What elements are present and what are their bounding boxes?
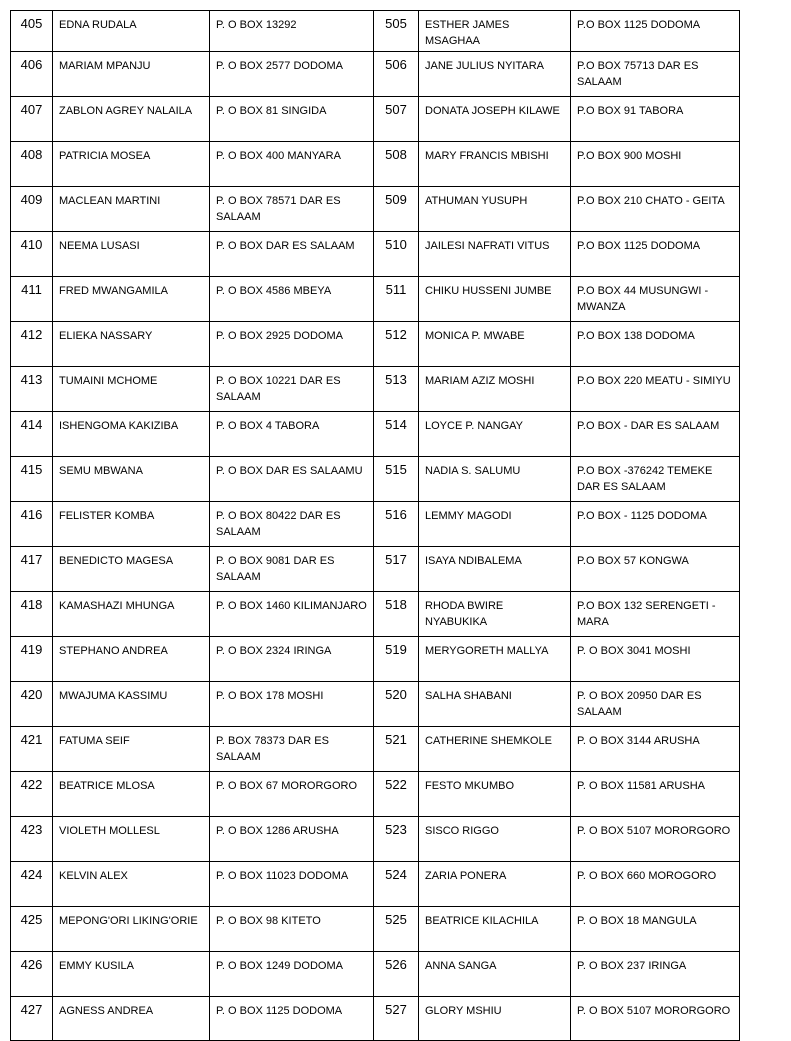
left-entry-name: ELIEKA NASSARY xyxy=(53,322,210,367)
left-entry-number: 415 xyxy=(11,457,53,502)
left-entry-number: 405 xyxy=(11,11,53,52)
left-entry-address: P. O BOX 1460 KILIMANJARO xyxy=(210,592,374,637)
left-entry-address: P. O BOX 178 MOSHI xyxy=(210,682,374,727)
left-entry-address: P. O BOX 98 KITETO xyxy=(210,907,374,952)
left-entry-name: ISHENGOMA KAKIZIBA xyxy=(53,412,210,457)
left-entry-number: 409 xyxy=(11,187,53,232)
right-entry-name: CATHERINE SHEMKOLE xyxy=(419,727,571,772)
left-entry-number: 411 xyxy=(11,277,53,322)
table-row xyxy=(11,232,740,277)
table-row xyxy=(11,97,740,142)
left-entry-name: VIOLETH MOLLESL xyxy=(53,817,210,862)
right-entry-name: RHODA BWIRE NYABUKIKA xyxy=(419,592,571,637)
left-entry-name: MEPONG'ORI LIKING'ORIE xyxy=(53,907,210,952)
left-entry-address: P. O BOX 10221 DAR ES SALAAM xyxy=(210,367,374,412)
right-entry-address: P.O BOX 138 DODOMA xyxy=(571,322,740,367)
right-entry-name: MONICA P. MWABE xyxy=(419,322,571,367)
right-entry-name: LOYCE P. NANGAY xyxy=(419,412,571,457)
right-entry-number: 522 xyxy=(374,772,419,817)
table-row xyxy=(11,727,740,772)
left-entry-number: 419 xyxy=(11,637,53,682)
right-entry-name: MARY FRANCIS MBISHI xyxy=(419,142,571,187)
right-entry-name: LEMMY MAGODI xyxy=(419,502,571,547)
left-entry-number: 416 xyxy=(11,502,53,547)
left-entry-name: FATUMA SEIF xyxy=(53,727,210,772)
table-row xyxy=(11,772,740,817)
left-entry-name: FRED MWANGAMILA xyxy=(53,277,210,322)
right-entry-address: P.O BOX 1125 DODOMA xyxy=(571,232,740,277)
left-entry-number: 410 xyxy=(11,232,53,277)
right-entry-address: P. O BOX 3144 ARUSHA xyxy=(571,727,740,772)
right-entry-name: JAILESI NAFRATI VITUS xyxy=(419,232,571,277)
right-entry-number: 517 xyxy=(374,547,419,592)
left-entry-number: 413 xyxy=(11,367,53,412)
right-entry-number: 507 xyxy=(374,97,419,142)
right-entry-number: 512 xyxy=(374,322,419,367)
left-entry-address: P. O BOX 2324 IRINGA xyxy=(210,637,374,682)
right-entry-number: 520 xyxy=(374,682,419,727)
left-entry-name: BENEDICTO MAGESA xyxy=(53,547,210,592)
left-entry-name: KELVIN ALEX xyxy=(53,862,210,907)
table-row xyxy=(11,817,740,862)
left-entry-number: 417 xyxy=(11,547,53,592)
left-entry-address: P. O BOX 2577 DODOMA xyxy=(210,52,374,97)
right-entry-address: P.O BOX 75713 DAR ES SALAAM xyxy=(571,52,740,97)
left-entry-address: P. O BOX 400 MANYARA xyxy=(210,142,374,187)
left-entry-address: P. O BOX 81 SINGIDA xyxy=(210,97,374,142)
left-entry-address: P. O BOX 2925 DODOMA xyxy=(210,322,374,367)
right-entry-name: SALHA SHABANI xyxy=(419,682,571,727)
table-row xyxy=(11,367,740,412)
right-entry-number: 516 xyxy=(374,502,419,547)
left-entry-number: 422 xyxy=(11,772,53,817)
right-entry-name: SISCO RIGGO xyxy=(419,817,571,862)
right-entry-address: P.O BOX 210 CHATO - GEITA xyxy=(571,187,740,232)
right-entry-address: P.O BOX 91 TABORA xyxy=(571,97,740,142)
right-entry-address: P. O BOX 237 IRINGA xyxy=(571,952,740,997)
right-entry-name: DONATA JOSEPH KILAWE xyxy=(419,97,571,142)
left-entry-address: P. O BOX 67 MORORGORO xyxy=(210,772,374,817)
table-row xyxy=(11,592,740,637)
roster-table xyxy=(10,10,740,1041)
right-entry-number: 527 xyxy=(374,997,419,1041)
right-entry-name: FESTO MKUMBO xyxy=(419,772,571,817)
left-entry-name: ZABLON AGREY NALAILA xyxy=(53,97,210,142)
right-entry-name: MERYGORETH MALLYA xyxy=(419,637,571,682)
left-entry-name: KAMASHAZI MHUNGA xyxy=(53,592,210,637)
left-entry-number: 424 xyxy=(11,862,53,907)
right-entry-name: ZARIA PONERA xyxy=(419,862,571,907)
table-row xyxy=(11,637,740,682)
left-entry-address: P. O BOX 78571 DAR ES SALAAM xyxy=(210,187,374,232)
left-entry-name: MACLEAN MARTINI xyxy=(53,187,210,232)
left-entry-address: P. O BOX 80422 DAR ES SALAAM xyxy=(210,502,374,547)
left-entry-number: 421 xyxy=(11,727,53,772)
table-row xyxy=(11,322,740,367)
right-entry-number: 508 xyxy=(374,142,419,187)
left-entry-number: 406 xyxy=(11,52,53,97)
table-row xyxy=(11,862,740,907)
left-entry-address: P. O BOX DAR ES SALAAM xyxy=(210,232,374,277)
left-entry-number: 407 xyxy=(11,97,53,142)
left-entry-number: 418 xyxy=(11,592,53,637)
right-entry-name: ESTHER JAMES MSAGHAA xyxy=(419,11,571,52)
left-entry-address: P. O BOX 11023 DODOMA xyxy=(210,862,374,907)
right-entry-address: P. O BOX 3041 MOSHI xyxy=(571,637,740,682)
table-row xyxy=(11,142,740,187)
table-row xyxy=(11,457,740,502)
right-entry-number: 526 xyxy=(374,952,419,997)
table-row xyxy=(11,502,740,547)
right-entry-number: 521 xyxy=(374,727,419,772)
left-entry-name: MWAJUMA KASSIMU xyxy=(53,682,210,727)
right-entry-number: 506 xyxy=(374,52,419,97)
right-entry-name: ISAYA NDIBALEMA xyxy=(419,547,571,592)
left-entry-name: STEPHANO ANDREA xyxy=(53,637,210,682)
left-entry-name: AGNESS ANDREA xyxy=(53,997,210,1041)
right-entry-number: 509 xyxy=(374,187,419,232)
right-entry-address: P. O BOX 660 MOROGORO xyxy=(571,862,740,907)
left-entry-address: P. BOX 78373 DAR ES SALAAM xyxy=(210,727,374,772)
table-row xyxy=(11,52,740,97)
right-entry-name: MARIAM AZIZ MOSHI xyxy=(419,367,571,412)
table-row xyxy=(11,952,740,997)
right-entry-address: P.O BOX 57 KONGWA xyxy=(571,547,740,592)
right-entry-address: P.O BOX 900 MOSHI xyxy=(571,142,740,187)
right-entry-address: P. O BOX 18 MANGULA xyxy=(571,907,740,952)
left-entry-name: SEMU MBWANA xyxy=(53,457,210,502)
left-entry-name: EDNA RUDALA xyxy=(53,11,210,52)
right-entry-number: 511 xyxy=(374,277,419,322)
left-entry-number: 425 xyxy=(11,907,53,952)
right-entry-address: P.O BOX 132 SERENGETI - MARA xyxy=(571,592,740,637)
left-entry-name: EMMY KUSILA xyxy=(53,952,210,997)
table-row xyxy=(11,11,740,52)
left-entry-name: NEEMA LUSASI xyxy=(53,232,210,277)
left-entry-address: P. O BOX 4 TABORA xyxy=(210,412,374,457)
right-entry-number: 523 xyxy=(374,817,419,862)
left-entry-name: TUMAINI MCHOME xyxy=(53,367,210,412)
left-entry-address: P. O BOX 9081 DAR ES SALAAM xyxy=(210,547,374,592)
left-entry-address: P. O BOX 1125 DODOMA xyxy=(210,997,374,1041)
left-entry-number: 414 xyxy=(11,412,53,457)
right-entry-number: 525 xyxy=(374,907,419,952)
right-entry-number: 515 xyxy=(374,457,419,502)
left-entry-address: P. O BOX 4586 MBEYA xyxy=(210,277,374,322)
right-entry-address: P.O BOX 44 MUSUNGWI - MWANZA xyxy=(571,277,740,322)
right-entry-number: 513 xyxy=(374,367,419,412)
right-entry-name: ANNA SANGA xyxy=(419,952,571,997)
right-entry-name: GLORY MSHIU xyxy=(419,997,571,1041)
right-entry-number: 518 xyxy=(374,592,419,637)
table-row xyxy=(11,547,740,592)
table-row xyxy=(11,187,740,232)
right-entry-name: ATHUMAN YUSUPH xyxy=(419,187,571,232)
left-entry-number: 412 xyxy=(11,322,53,367)
right-entry-name: NADIA S. SALUMU xyxy=(419,457,571,502)
right-entry-address: P.O BOX -376242 TEMEKE DAR ES SALAAM xyxy=(571,457,740,502)
table-row xyxy=(11,277,740,322)
left-entry-name: MARIAM MPANJU xyxy=(53,52,210,97)
right-entry-address: P.O BOX 220 MEATU - SIMIYU xyxy=(571,367,740,412)
right-entry-address: P. O BOX 20950 DAR ES SALAAM xyxy=(571,682,740,727)
left-entry-address: P. O BOX DAR ES SALAAMU xyxy=(210,457,374,502)
table-row xyxy=(11,412,740,457)
right-entry-number: 505 xyxy=(374,11,419,52)
left-entry-number: 420 xyxy=(11,682,53,727)
left-entry-address: P. O BOX 1249 DODOMA xyxy=(210,952,374,997)
roster-page xyxy=(10,10,739,1041)
left-entry-number: 426 xyxy=(11,952,53,997)
left-entry-name: PATRICIA MOSEA xyxy=(53,142,210,187)
right-entry-name: CHIKU HUSSENI JUMBE xyxy=(419,277,571,322)
right-entry-number: 519 xyxy=(374,637,419,682)
right-entry-address: P.O BOX 1125 DODOMA xyxy=(571,11,740,52)
right-entry-address: P. O BOX 5107 MORORGORO xyxy=(571,817,740,862)
right-entry-name: BEATRICE KILACHILA xyxy=(419,907,571,952)
table-row xyxy=(11,907,740,952)
roster-body xyxy=(11,11,740,1041)
right-entry-address: P.O BOX - 1125 DODOMA xyxy=(571,502,740,547)
left-entry-number: 423 xyxy=(11,817,53,862)
right-entry-address: P.O BOX - DAR ES SALAAM xyxy=(571,412,740,457)
left-entry-number: 427 xyxy=(11,997,53,1041)
left-entry-name: BEATRICE MLOSA xyxy=(53,772,210,817)
left-entry-name: FELISTER KOMBA xyxy=(53,502,210,547)
right-entry-number: 524 xyxy=(374,862,419,907)
left-entry-address: P. O BOX 1286 ARUSHA xyxy=(210,817,374,862)
right-entry-number: 514 xyxy=(374,412,419,457)
right-entry-address: P. O BOX 11581 ARUSHA xyxy=(571,772,740,817)
right-entry-address: P. O BOX 5107 MORORGORO xyxy=(571,997,740,1041)
left-entry-number: 408 xyxy=(11,142,53,187)
left-entry-address: P. O BOX 13292 xyxy=(210,11,374,52)
table-row xyxy=(11,997,740,1041)
table-row xyxy=(11,682,740,727)
right-entry-number: 510 xyxy=(374,232,419,277)
right-entry-name: JANE JULIUS NYITARA xyxy=(419,52,571,97)
